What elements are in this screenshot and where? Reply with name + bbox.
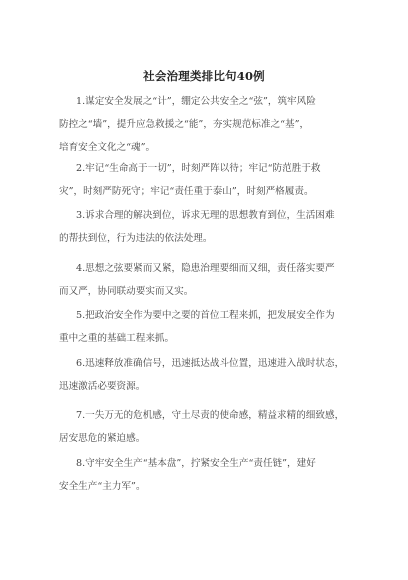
paragraph-line: 4.思想之弦要紧而又紧，隐患治理要细而又细，责任落实要严	[76, 263, 335, 274]
paragraph-2	[59, 157, 359, 203]
paragraph-line: 8.守牢安全生产“基本盘”，拧紧安全生产“责任链”，建好	[76, 458, 316, 469]
paragraph-line: 防控之“墙”，提升应急救援之“能”，夯实规范标准之“基”，	[59, 119, 310, 130]
paragraph-7	[59, 404, 359, 450]
paragraph-line: 迅速激活必要资源。	[59, 381, 146, 392]
paragraph-line: 安全生产“主力军”。	[59, 481, 146, 492]
paragraph-line: 灾”，时刻严防死守；牢记“责任重于泰山”，时刻严格履责。	[59, 186, 314, 197]
paragraph-line: 3.诉求合理的解决到位，诉求无理的思想教育到位，生活困难	[76, 210, 335, 221]
paragraph-line: 5.把政治安全作为要中之要的首位工程来抓，把发展安全作为	[76, 310, 335, 321]
paragraph-line: 的帮扶到位，行为违法的依法处理。	[59, 233, 213, 244]
paragraph-line: 6.迅速释放准确信号，迅速抵达战斗位置，迅速进入战时状态，	[76, 358, 345, 369]
paragraph-line: 重中之重的基础工程来抓。	[59, 333, 175, 344]
paragraph-line: 培育安全文化之“魂”。	[59, 142, 156, 153]
paragraph-5	[59, 304, 359, 350]
paragraph-4	[59, 257, 359, 303]
document-title: 社会治理类排比句40例	[143, 69, 265, 83]
paragraph-6	[59, 352, 359, 398]
paragraph-line: 7.一失万无的危机感，守土尽责的使命感，精益求精的细致感，	[76, 410, 345, 421]
paragraph-3	[59, 204, 359, 250]
paragraph-line: 居安思危的紧迫感。	[59, 433, 146, 444]
paragraph-8	[59, 452, 359, 498]
paragraph-1	[59, 90, 359, 159]
paragraph-line: 2.牢记“生命高于一切”，时刻严阵以待；牢记“防范胜于救	[76, 163, 321, 174]
paragraph-line: 1.谋定安全发展之“计”，绷定公共安全之“弦”，筑牢风险	[76, 96, 316, 107]
paragraph-line: 而又严，协同联动要实而又实。	[59, 286, 194, 297]
